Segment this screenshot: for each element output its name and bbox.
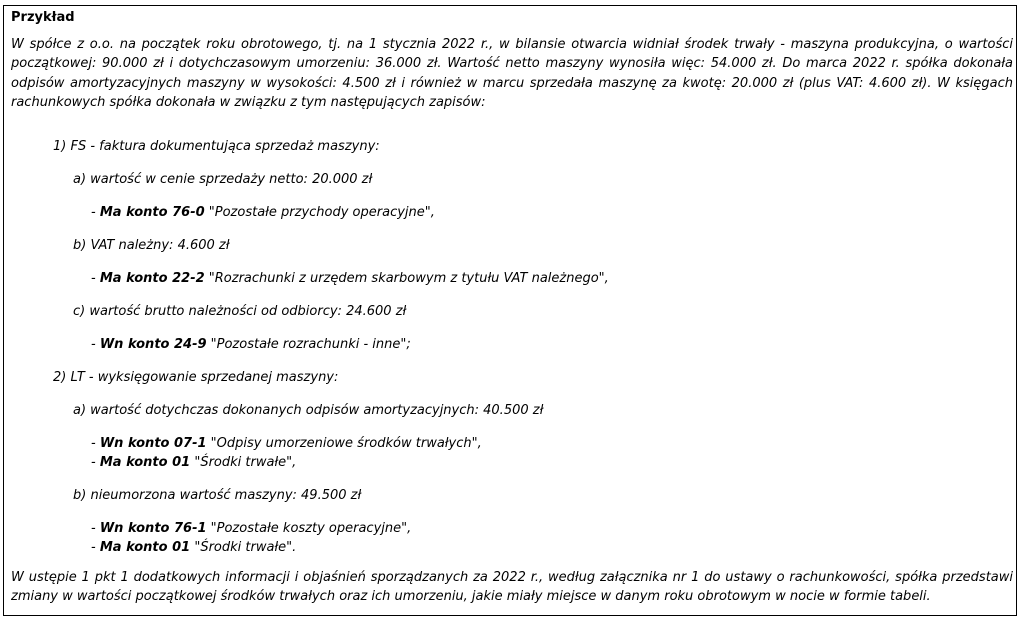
entry-account: Ma konto 01 (99, 455, 191, 470)
entry-prefix: - (91, 455, 100, 470)
entry-prefix: - (91, 436, 100, 451)
entry-description: "Pozostałe rozrachunki - inne"; (206, 337, 411, 352)
example-title: Przykład (11, 10, 75, 25)
entry-line (91, 453, 296, 472)
entry-account: Ma konto 01 (99, 540, 191, 555)
item-fs-sub-c: c) wartość brutto należności od odbiorcy: 24.600 zł (73, 304, 407, 319)
entry-description: "Rozrachunki z urzędem skarbowym z tytułu VAT należnego", (204, 271, 609, 286)
entry-line (91, 203, 435, 222)
entry-line (91, 434, 482, 453)
outro-paragraph: W ustępie 1 pkt 1 dodatkowych informacji i objaśnień sporządzanych za 2022 r., według załącznika nr 1 do ustawy o rachunkowości, spółka przedstawi zmiany w wartości początkowej środków trwałych oraz ich umorzeniu, jakie miały miejsce w danym roku obrotowym w nocie w formie tabeli. (11, 570, 1013, 605)
entry-description: "Pozostałe koszty operacyjne", (206, 521, 412, 536)
entry-line (91, 269, 609, 288)
entry-account: Ma konto 76-0 (99, 205, 205, 220)
entry-prefix: - (91, 540, 100, 555)
entry-account: Ma konto 22-2 (99, 271, 205, 286)
item-lt-label: 2) LT - wyksięgowanie sprzedanej maszyny: (53, 370, 339, 385)
entry-prefix: - (91, 205, 100, 220)
entry-description: "Środki trwałe", (190, 455, 297, 470)
entry-prefix: - (91, 271, 100, 286)
item-fs-label: 1) FS - faktura dokumentująca sprzedaż maszyny: (53, 139, 380, 154)
entry-account: Wn konto 24-9 (99, 337, 207, 352)
intro-paragraph: W spółce z o.o. na początek roku obrotowego, tj. na 1 stycznia 2022 r., w bilansie otwarcia widniał środek trwały - maszyna produkcyjna, o wartości początkowej: 90.000 zł i dotychczasowym umorzeniu: 36.000 zł. Wartość netto maszyny wynosiła więc: 54.000 zł. Do marca 2022 r. spółka dokonała odpisów amortyzacyjnych maszyny w wysokości: 4.500 zł i również w marcu sprzedała maszynę za kwotę: 20.000 zł (plus VAT: 4.600 zł). W księgach rachunkowych spółka dokonała w związku z tym następujących zapisów: (11, 37, 1013, 110)
item-fs-sub-b: b) VAT należny: 4.600 zł (73, 238, 230, 253)
item-fs-sub-a: a) wartość w cenie sprzedaży netto: 20.000 zł (73, 172, 373, 187)
entry-account: Wn konto 07-1 (99, 436, 207, 451)
entry-prefix: - (91, 521, 100, 536)
entry-description: "Środki trwałe". (190, 540, 297, 555)
entry-description: "Pozostałe przychody operacyjne", (204, 205, 435, 220)
entry-line (91, 519, 411, 538)
entry-line (91, 538, 296, 557)
entry-prefix: - (91, 337, 100, 352)
item-lt-sub-a: a) wartość dotychczas dokonanych odpisów amortyzacyjnych: 40.500 zł (73, 403, 544, 418)
entry-account: Wn konto 76-1 (99, 521, 207, 536)
item-lt-sub-b: b) nieumorzona wartość maszyny: 49.500 zł (73, 488, 362, 503)
entry-description: "Odpisy umorzeniowe środków trwałych", (206, 436, 482, 451)
entry-line (91, 335, 411, 354)
